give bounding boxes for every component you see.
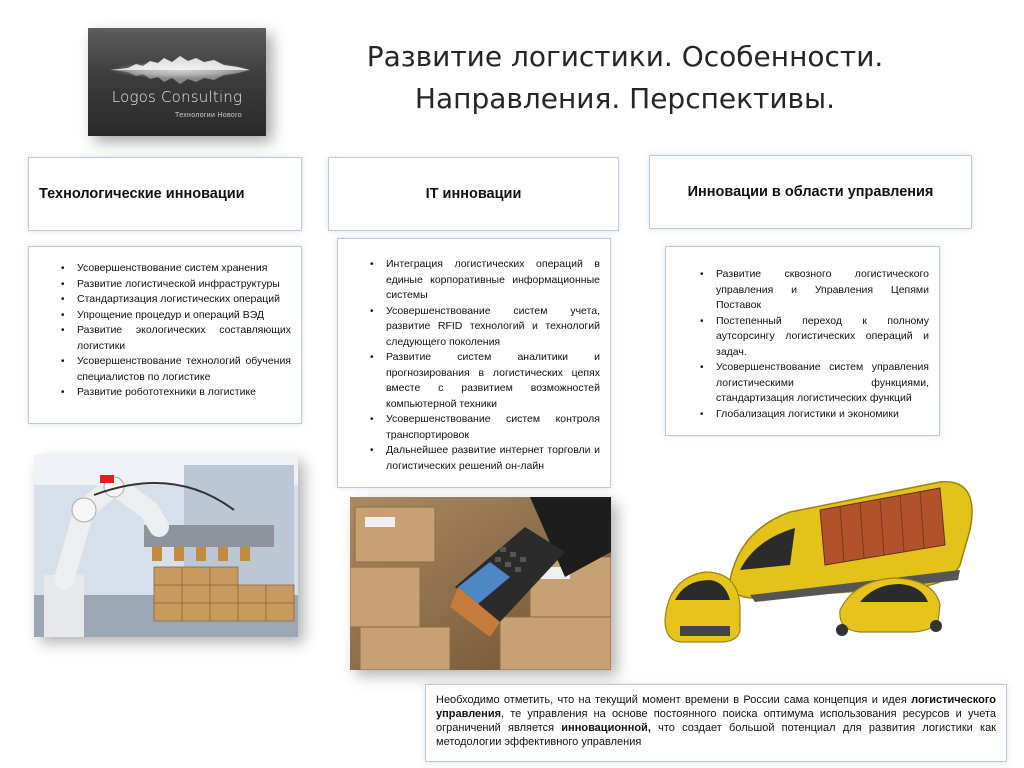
list-item: • Дальнейшее развитие интернет торговли и логистических решений он-лайн [386, 443, 600, 474]
list-item: • Развитие систем аналитики и прогнозирования в логистических цепях вместе с развитием возможностей компьютерной техники [386, 350, 600, 412]
yellow-cargo-vehicles-photo [660, 470, 1000, 670]
logos-consulting-logo [88, 28, 266, 136]
title-line-2: Направления. Перспективы. [414, 82, 836, 115]
category-tech-innovations: Технологические инновации [28, 157, 302, 231]
barcode-scanner-photo [350, 497, 611, 670]
list-item: • Глобализация логистики и экономики [716, 407, 929, 423]
conclusion-note [425, 684, 1007, 762]
list-item: • Усовершенствование технологий обучения специалистов по логистике [77, 354, 291, 385]
page-title [300, 36, 950, 120]
management-innovations-list [665, 246, 940, 436]
skyline-reflection-icon [88, 28, 266, 136]
category-management-innovations: Инновации в области управления [649, 155, 972, 229]
list-item: • Усовершенствование систем учета, развитие RFID технологий и технологий следующего поколения [386, 304, 600, 351]
logo-name: Logos Consulting [111, 88, 243, 106]
note-emphasis: инновационной, [561, 722, 651, 734]
list-item: • Постепенный переход к полному аутсорсингу логистических операций и задач. [716, 314, 929, 361]
title-line-1: Развитие логистики. Особенности. [366, 40, 884, 73]
note-emphasis: логистического управления [436, 694, 996, 720]
list-item: • Развитие экологических составляющих логистики [77, 323, 291, 354]
list-item: • Усовершенствование систем управления логистическими функциями, стандартизация логистических функций [716, 360, 929, 407]
it-innovations-list [337, 238, 611, 488]
note-text: что создает большой потенциал для развития логистики как методологии эффективного управления [436, 722, 996, 748]
list-item: • Развитие логистической инфраструктуры [77, 277, 291, 293]
robot-arm-photo [34, 455, 298, 637]
category-it-innovations: IT инновации [328, 157, 619, 231]
list-item: • Развитие сквозного логистического управления и Управления Цепями Поставок [716, 267, 929, 314]
list-item: • Интеграция логистических операций в единые корпоративные информационные системы [386, 257, 600, 304]
list-item: • Усовершенствование систем хранения [77, 261, 291, 277]
list-item: • Упрощение процедур и операций ВЭД [77, 308, 291, 324]
tech-innovations-list [28, 246, 302, 424]
logo-tagline: Технологии Нового [175, 112, 242, 119]
note-text: , те управления на основе постоянного поиска оптимума использования ресурсов и учета ограничений является [436, 708, 996, 734]
note-text: Необходимо отметить, что на текущий момент времени в России сама концепция и идея [436, 694, 912, 706]
list-item: • Усовершенствование систем контроля транспортировок [386, 412, 600, 443]
list-item: • Стандартизация логистических операций [77, 292, 291, 308]
list-item: • Развитие робототехники в логистике [77, 385, 291, 401]
